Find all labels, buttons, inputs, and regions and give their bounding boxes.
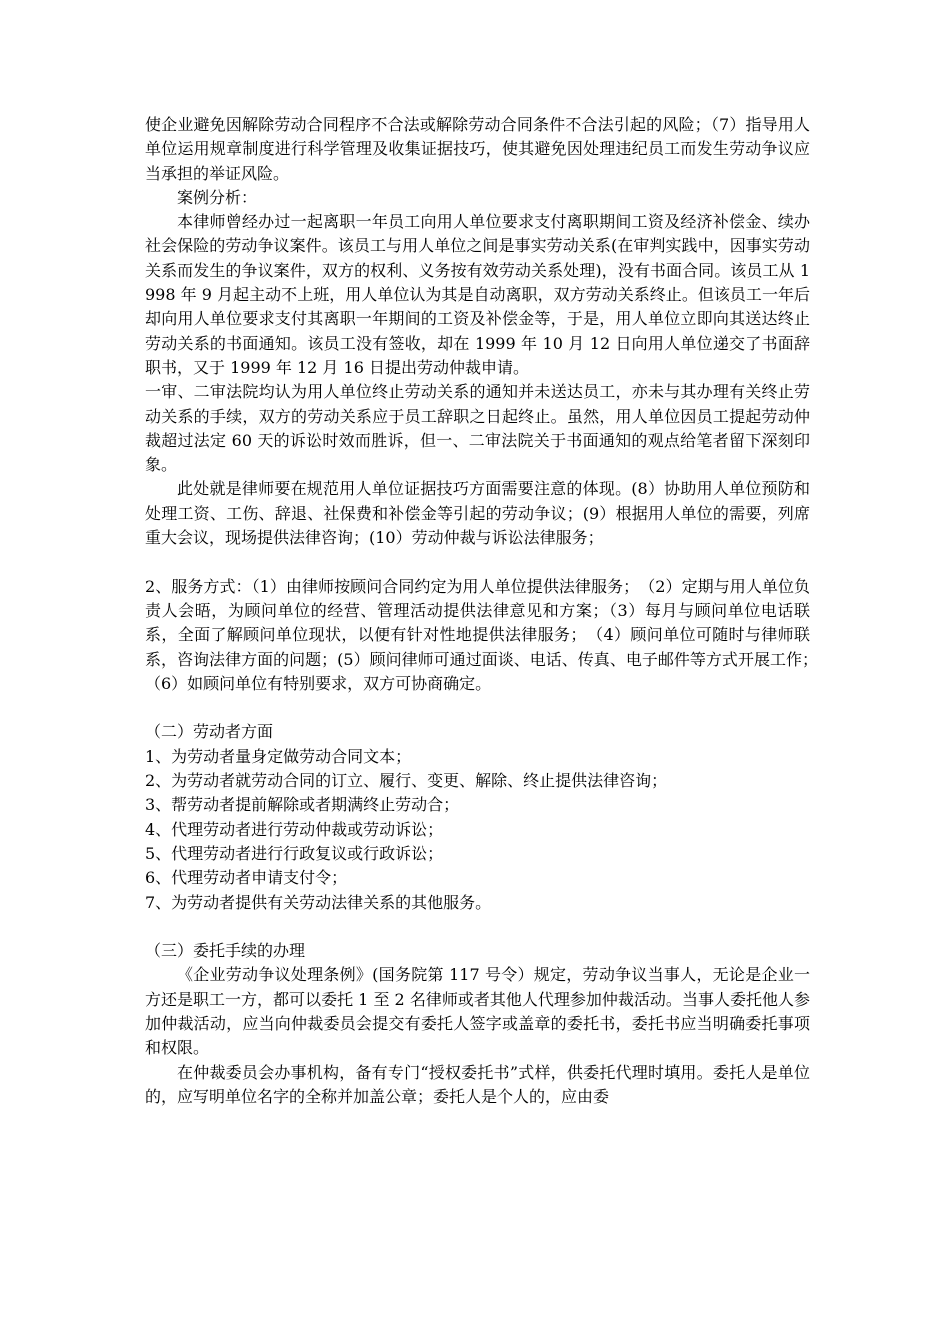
list-item-workers-7: 7、为劳动者提供有关劳动法律关系的其他服务。 [145,892,492,912]
paragraph-risk-guidance: 使企业避免因解除劳动合同程序不合法或解除劳动合同条件不合法引起的风险；（7）指导用人单位运用规章制度进行科学管理及收集证据技巧，使其避免因处理违纪员工而发生劳动争议应当承担的举证风险。 [145,115,810,183]
list-item-workers-6: 6、代理劳动者申请支付令； [145,868,348,888]
spacer [145,696,810,720]
list-item-workers-4: 4、代理劳动者进行劳动仲裁或劳动诉讼； [145,819,444,839]
paragraph-evidence-skills: 此处就是律师要在规范用人单位证据技巧方面需要注意的体现。(8）协助用人单位预防和处理工资、工伤、辞退、社保费和补偿金等引起的劳动争议；(9）根据用人单位的需要，列席重大会议，现场提供法律咨询；(10）劳动仲裁与诉讼法律服务； [145,479,810,548]
paragraph-court-ruling: 一审、二审法院均认为用人单位终止劳动关系的通知并未送达员工，亦未与其办理有关终止劳动关系的手续，双方的劳动关系应于员工辞职之日起终止。虽然，用人单位因员工提起劳动仲裁超过法定 60 天的诉讼时效而胜诉，但一、二审法院关于书面通知的观点给笔者留下深刻印象。 [145,382,810,475]
section-heading-workers: （二）劳动者方面 [145,722,274,742]
list-item-workers-5: 5、代理劳动者进行行政复议或行政诉讼； [145,843,444,863]
list-item-workers-3: 3、帮劳动者提前解除或者期满终止劳动合； [145,795,460,815]
paragraph-regulation: 《企业劳动争议处理条例》(国务院第 117 号令）规定，劳动争议当事人，无论是企业一方还是职工一方，都可以委托 1 至 2 名律师或者其他人代理参加仲裁活动。当事人委托他人参加仲裁活动，应当向仲裁委员会提交有委托人签字或盖章的委托书，委托书应当明确委托事项和权限。 [145,965,810,1058]
paragraph-case-description: 本律师曾经办过一起离职一年员工向用人单位要求支付离职期间工资及经济补偿金、续办社会保险的劳动争议案件。该员工与用人单位之间是事实劳动关系(在审判实践中，因事实劳动关系而发生的争议案件，双方的权利、义务按有效劳动关系处理)，没有书面合同。该员工从 1998 年 9 月起主动不上班，用人单位认为其是自动离职，双方劳动关系终止。但该员工一年后却向用人单位要求支付其离职一年期间的工资及补偿金等，于是，用人单位立即向其送达终止劳动关系的书面通知。该员工没有签收，却在 1999 年 10 月 12 日向用人单位递交了书面辞职书，又于 1999 年 12 月 16 日提出劳动仲裁申请。 [145,212,810,377]
spacer [145,915,810,939]
list-item-workers-1: 1、为劳动者量身定做劳动合同文本； [145,746,412,766]
list-item-workers-2: 2、为劳动者就劳动合同的订立、履行、变更、解除、终止提供法律咨询； [145,771,668,791]
section-heading-entrustment: （三）委托手续的办理 [145,941,306,961]
paragraph-service-methods: 2、服务方式：（1）由律师按顾问合同约定为用人单位提供法律服务； （2）定期与用人单位负责人会晤，为顾问单位的经营、管理活动提供法律意见和方案；（3）每月与顾问单位电话联系，全面了解顾问单位现状，以便有针对性地提供法律服务； （4）顾问单位可随时与律师联系，咨询法律方面的问题；(5）顾问律师可通过面谈、电话、传真、电子邮件等方式开展工作； （6）如顾问单位有特别要求，双方可协商确定。 [145,576,827,693]
document-page [145,113,827,1109]
spacer [145,550,810,574]
paragraph-authorization-form: 在仲裁委员会办事机构，备有专门“授权委托书”式样，供委托代理时填用。委托人是单位的，应写明单位名字的全称并加盖公章；委托人是个人的，应由委 [145,1062,810,1106]
case-analysis-heading: 案例分析： [177,187,258,207]
